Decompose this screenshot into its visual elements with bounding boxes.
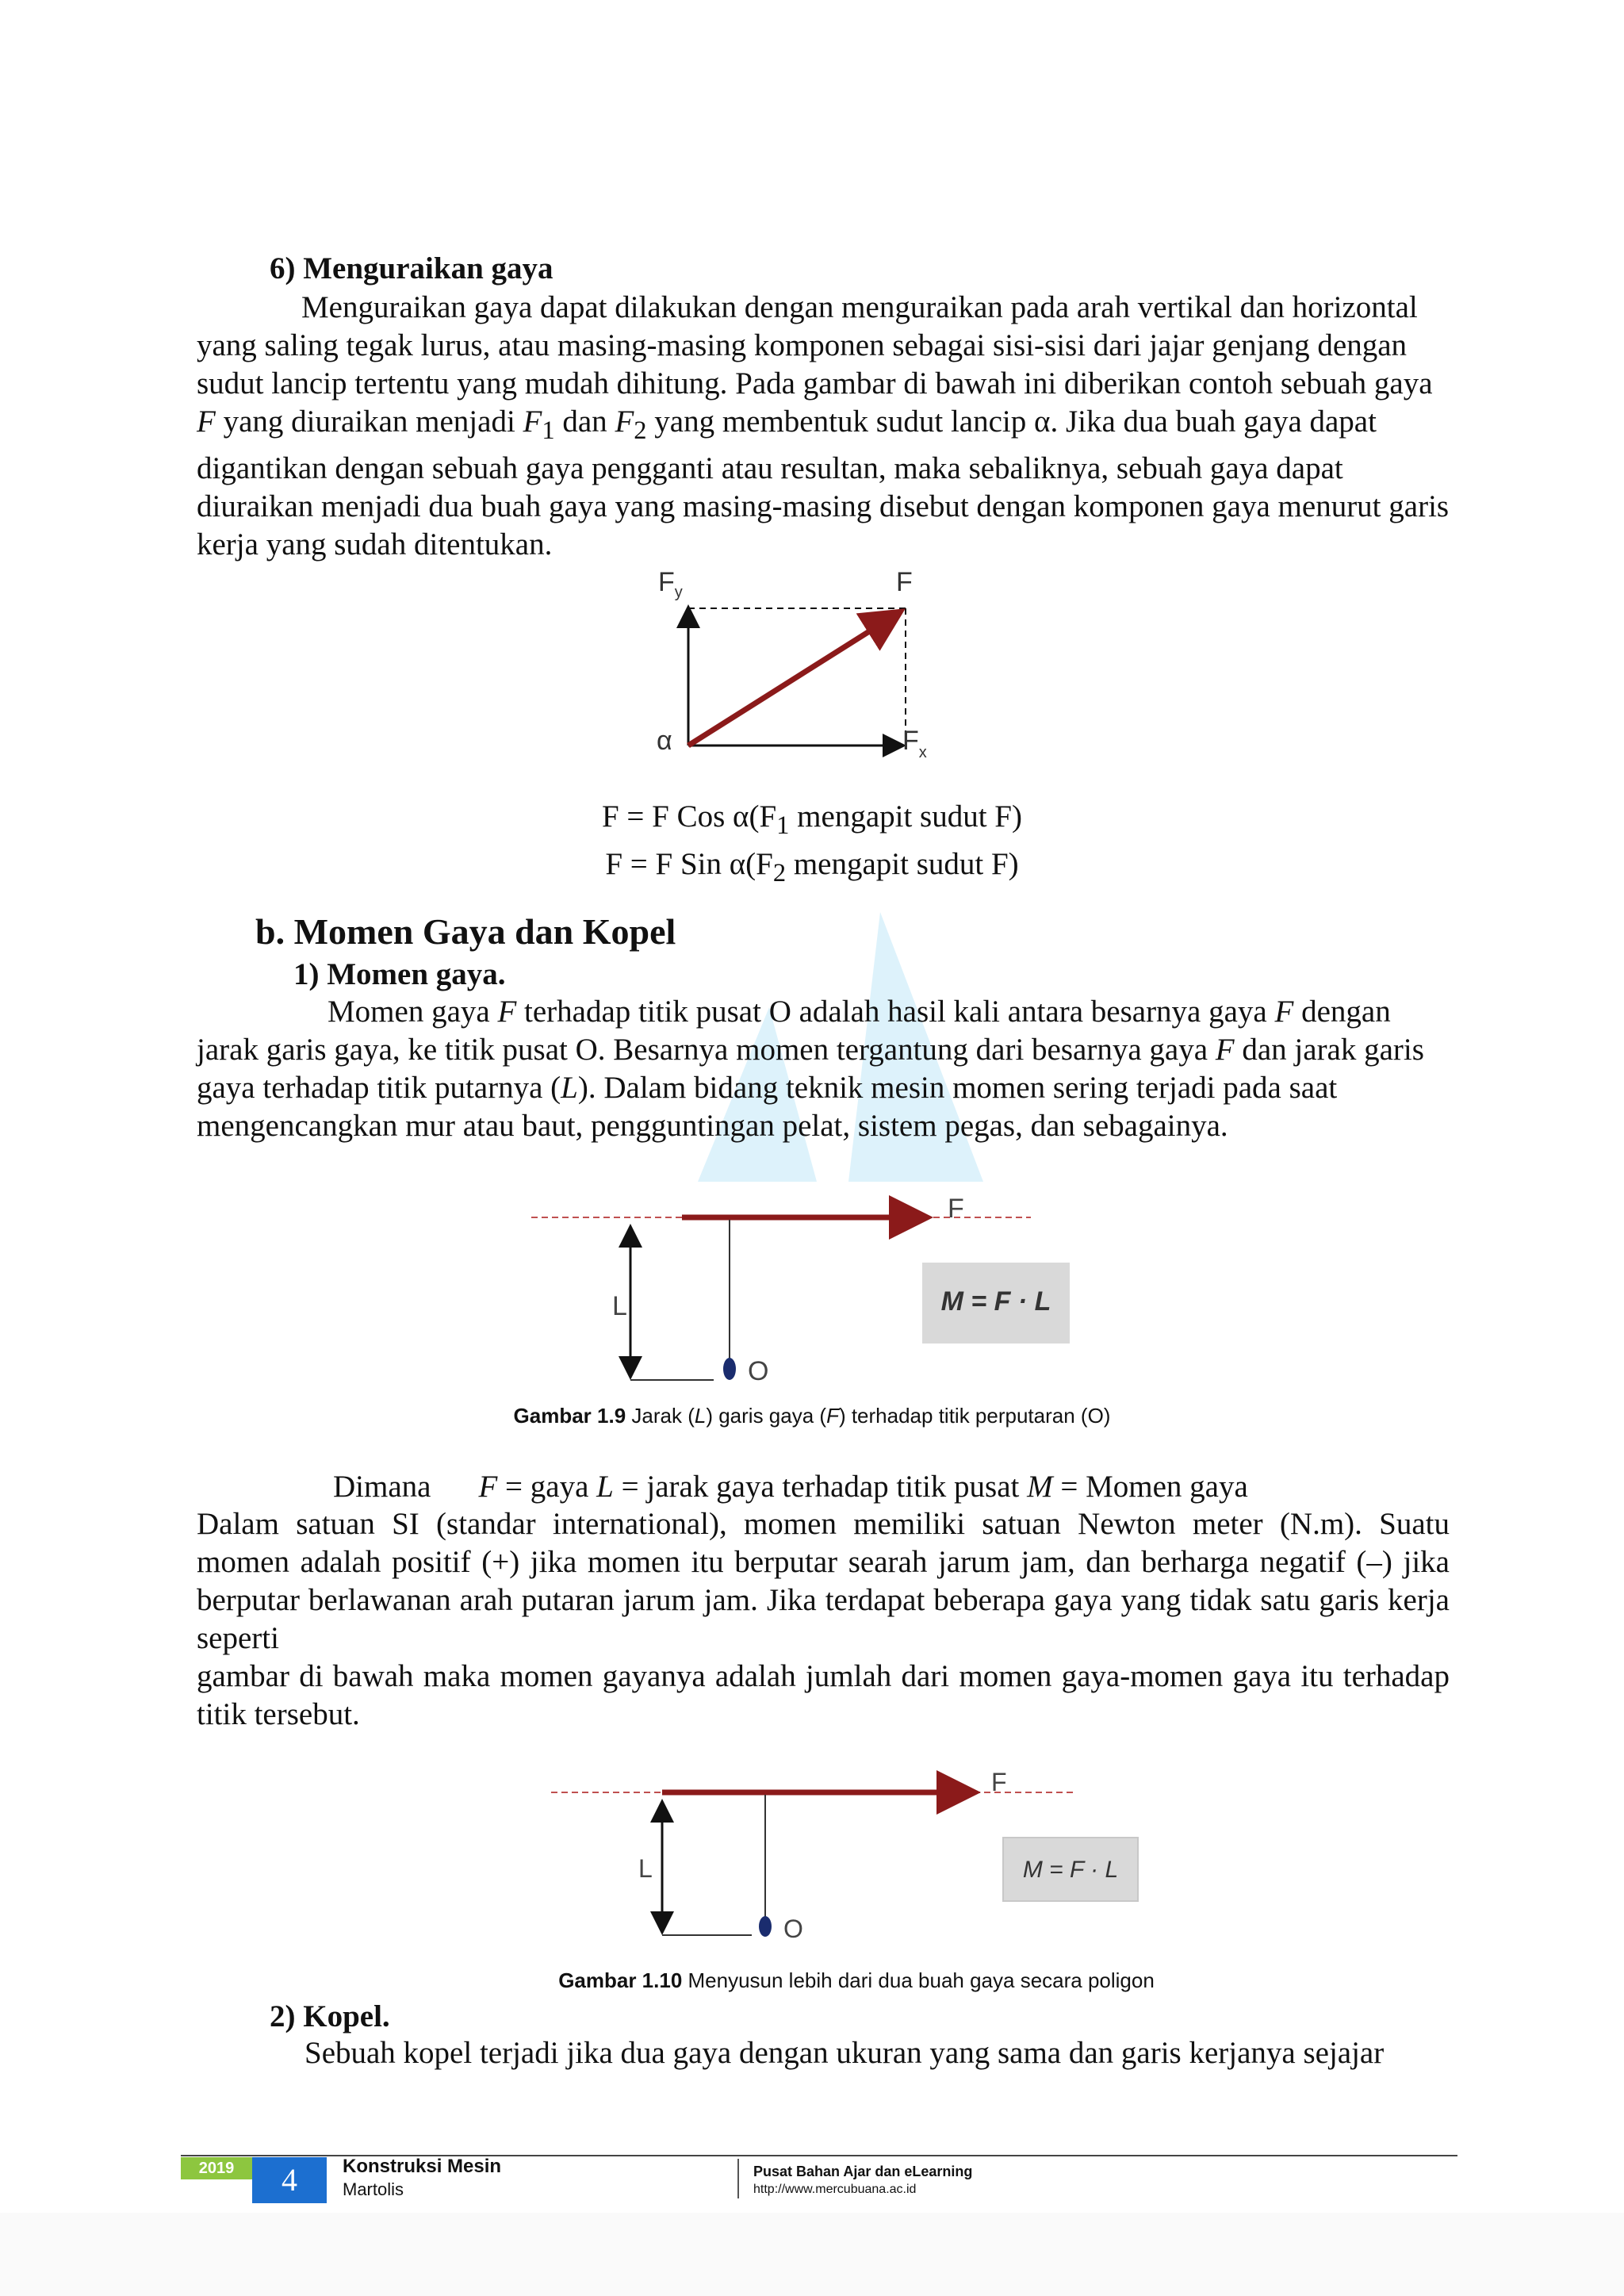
footer-background xyxy=(0,2213,1624,2296)
text: F xyxy=(826,1404,839,1428)
var-f2: F xyxy=(615,404,634,439)
label-alpha: α xyxy=(657,726,672,756)
section-heading-momen-gaya-dan-kopel: b. Momen Gaya dan Kopel xyxy=(255,911,676,952)
formula-text: M = F · L xyxy=(1022,1857,1119,1883)
text: mengapit sudut F) xyxy=(789,799,1022,834)
var: L xyxy=(596,1470,614,1504)
label-f: F xyxy=(991,1768,1007,1796)
text: dengan jarak garis gaya, ke titik pusat O. Besarnya momen tergantung dari besarnya gaya xyxy=(197,995,1391,1067)
text: dan xyxy=(554,404,615,439)
footer-url: http://www.mercubuana.ac.id xyxy=(753,2183,917,2196)
caption-fig-1-10 xyxy=(0,1968,1624,1993)
legend-dimana xyxy=(333,1469,1248,1504)
text: F = F Cos α(F xyxy=(601,799,777,834)
text: yang membentuk sudut lancip α. Jika dua buah gaya dapat digantikan dengan sebuah gaya pengganti atau resultan, maka sebaliknya, sebuah gaya dapat diuraikan menjadi dua buah gaya yang masing-masing disebut dengan komponen gaya menurut garis kerja yang sudah ditentukan. xyxy=(197,404,1450,562)
moment-diagram-fig-1-10 xyxy=(547,1765,1150,1947)
pivot-point xyxy=(759,1916,772,1937)
sub: 1 xyxy=(542,416,555,445)
label-o: O xyxy=(783,1915,803,1943)
var-f: F xyxy=(197,404,216,439)
label-l: L xyxy=(638,1854,653,1883)
var: M xyxy=(1027,1470,1053,1504)
text: dan jarak garis gaya terhadap titik putarnya ( xyxy=(197,1033,1424,1105)
sub: 1 xyxy=(776,811,790,840)
text: Menyusun lebih dari dua buah gaya secara poligon xyxy=(682,1968,1155,1992)
text: ) terhadap titik perputaran (O) xyxy=(838,1404,1111,1428)
formula-cos xyxy=(0,799,1624,841)
var: F xyxy=(478,1470,498,1504)
var-f1: F xyxy=(523,404,542,439)
text: F = F Sin α(F xyxy=(605,847,773,881)
subheading-momen-gaya: 1) Momen gaya. xyxy=(293,957,506,991)
text: Jarak ( xyxy=(626,1404,695,1428)
text: ). Dalam bidang teknik mesin momen sering terjadi pada saat mengencangkan mur atau baut, pengguntingan pelat, sistem pegas, dan sebagainya. xyxy=(197,1071,1338,1143)
paragraph-menguraikan-gaya xyxy=(197,289,1450,564)
text: = jarak gaya terhadap titik pusat xyxy=(613,1470,1028,1504)
footer-author: Martolis xyxy=(343,2179,404,2199)
label-fy: $F_y$ xyxy=(658,567,683,601)
text: Momen gaya xyxy=(327,995,498,1029)
label-fx: $F_x$ xyxy=(902,726,927,761)
footer-year: 2019 xyxy=(181,2157,252,2179)
var-f: F xyxy=(497,995,517,1029)
text: Dimana xyxy=(333,1470,431,1504)
var-f: F xyxy=(1274,995,1294,1029)
force-decomposition-diagram xyxy=(650,567,952,761)
footer-vertical-divider xyxy=(737,2159,739,2198)
pivot-point xyxy=(723,1358,736,1380)
paragraph-satuan-si: Dalam satuan SI (standar international), momen memiliki satuan Newton meter (N.m). Suatu momen adalah positif (+) jika momen itu berputar searah jarum jam, dan berharga negatif (–) jika berputar berlawanan arah putaran jarum jam. Jika terdapat beberapa gaya yang tidak satu garis kerja seperti xyxy=(197,1507,1450,1655)
text: mengapit sudut F) xyxy=(786,847,1019,881)
moment-diagram-fig-1-9 xyxy=(523,1190,1078,1396)
resultant-force-arrow xyxy=(688,611,901,746)
var-f: F xyxy=(1215,1033,1235,1067)
footer-course-title: Konstruksi Mesin xyxy=(343,2156,502,2177)
subheading-kopel: 2) Kopel. xyxy=(270,1999,390,2033)
formula-text: M = F · L xyxy=(940,1286,1051,1317)
text: = Momen gaya xyxy=(1052,1470,1248,1504)
label-f: F xyxy=(896,567,913,597)
var-l: L xyxy=(561,1071,578,1105)
paragraph-kopel: Sebuah kopel terjadi jika dua gaya dengan ukuran yang sama dan garis kerjanya sejajar xyxy=(304,2036,1385,2070)
section-heading-menguraikan-gaya: 6) Menguraikan gaya xyxy=(270,251,553,286)
text: Menguraikan gaya dapat dilakukan dengan menguraikan pada arah vertikal dan horizontal yang saling tegak lurus, atau masing-masing komponen sebagai sisi-sisi dari jajar genjang dengan sudut lancip tertentu yang mudah dihitung. Pada gambar di bawah ini diberikan contoh sebuah gaya xyxy=(197,290,1433,401)
caption-label: Gambar 1.9 xyxy=(513,1404,626,1428)
sub: 2 xyxy=(634,416,647,445)
page-number: 4 xyxy=(252,2157,327,2203)
footer-organization: Pusat Bahan Ajar dan eLearning xyxy=(753,2164,973,2179)
text: L xyxy=(694,1404,707,1428)
text: yang diuraikan menjadi xyxy=(215,404,523,439)
sub: 2 xyxy=(772,858,787,887)
caption-fig-1-9 xyxy=(0,1404,1624,1428)
label-o: O xyxy=(748,1356,769,1386)
formula-sin xyxy=(0,846,1624,888)
label-f: F xyxy=(948,1194,964,1224)
text: = gaya xyxy=(497,1470,597,1504)
caption-label: Gambar 1.10 xyxy=(558,1968,683,1992)
text: terhadap titik pusat O adalah hasil kali antara besarnya gaya xyxy=(516,995,1275,1029)
text: ) garis gaya ( xyxy=(706,1404,827,1428)
paragraph-gambar-di-bawah: gambar di bawah maka momen gayanya adalah jumlah dari momen gaya-momen gaya itu terhadap titik tersebut. xyxy=(197,1659,1450,1731)
paragraph-momen-gaya xyxy=(197,993,1450,1145)
label-l: L xyxy=(612,1291,627,1321)
